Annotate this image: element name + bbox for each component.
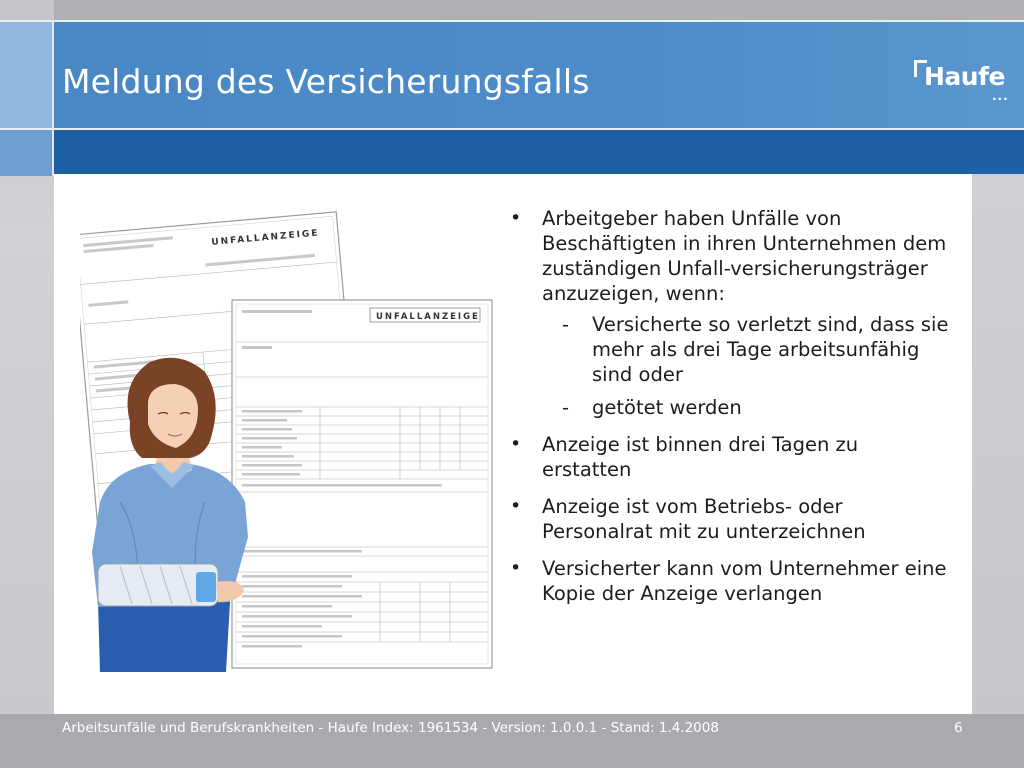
front-form-sheet bbox=[232, 300, 492, 668]
slide-title: Meldung des Versicherungsfalls bbox=[62, 62, 590, 101]
bullet-list bbox=[510, 206, 950, 618]
dash-icon: - bbox=[562, 313, 570, 336]
bullet-dot-icon: • bbox=[510, 207, 522, 229]
sub-bullet-text: Versicherte so verletzt sind, dass sie mehr als drei Tage arbeitsunfähig sind oder bbox=[592, 313, 949, 386]
sub-bullet-item bbox=[542, 312, 950, 387]
subtitle-band-separator bbox=[52, 130, 54, 176]
subtitle-band bbox=[0, 128, 1024, 176]
haufe-logo bbox=[914, 58, 1014, 106]
back-form-heading: UNFALLANZEIGE bbox=[211, 228, 320, 248]
bullet-text: Anzeige ist binnen drei Tagen zu erstatten bbox=[542, 433, 859, 481]
bullet-dot-icon: • bbox=[510, 433, 522, 455]
front-form-heading: UNFALLANZEIGE bbox=[376, 312, 480, 322]
accident-report-illustration bbox=[80, 202, 500, 672]
logo-wordmark: Haufe bbox=[924, 62, 1005, 91]
bullet-dot-icon: • bbox=[510, 557, 522, 579]
right-frame-strip bbox=[972, 174, 1024, 714]
sub-bullet-text: getötet werden bbox=[592, 396, 742, 419]
subtitle-band-cap bbox=[0, 130, 52, 176]
page-number: 6 bbox=[954, 720, 963, 736]
dash-icon: - bbox=[562, 396, 570, 419]
bullet-item bbox=[510, 432, 950, 482]
footer-text: Arbeitsunfälle und Berufskrankheiten - Haufe Index: 1961534 - Version: 1.0.0.1 - Stand: 1.4.2008 bbox=[62, 720, 719, 736]
sub-bullet-item bbox=[542, 395, 950, 420]
bullet-text: Arbeitgeber haben Unfälle von Beschäftigten in ihren Unternehmen dem zuständigen Unfall-versicherungsträger anzuzeigen, wenn: bbox=[542, 207, 947, 305]
bullet-item bbox=[510, 556, 950, 606]
top-frame-strip bbox=[54, 0, 1024, 20]
title-band-cap bbox=[0, 22, 54, 128]
sub-bullet-list bbox=[542, 312, 950, 420]
bullet-item bbox=[510, 206, 950, 420]
bullet-item bbox=[510, 494, 950, 544]
logo-dots: ··· bbox=[992, 92, 1009, 106]
title-band-separator bbox=[52, 22, 54, 128]
bullet-text: Versicherter kann vom Unternehmer eine Kopie der Anzeige verlangen bbox=[542, 557, 947, 605]
bullet-dot-icon: • bbox=[510, 495, 522, 517]
bullet-text: Anzeige ist vom Betriebs- oder Personalrat mit zu unterzeichnen bbox=[542, 495, 866, 543]
